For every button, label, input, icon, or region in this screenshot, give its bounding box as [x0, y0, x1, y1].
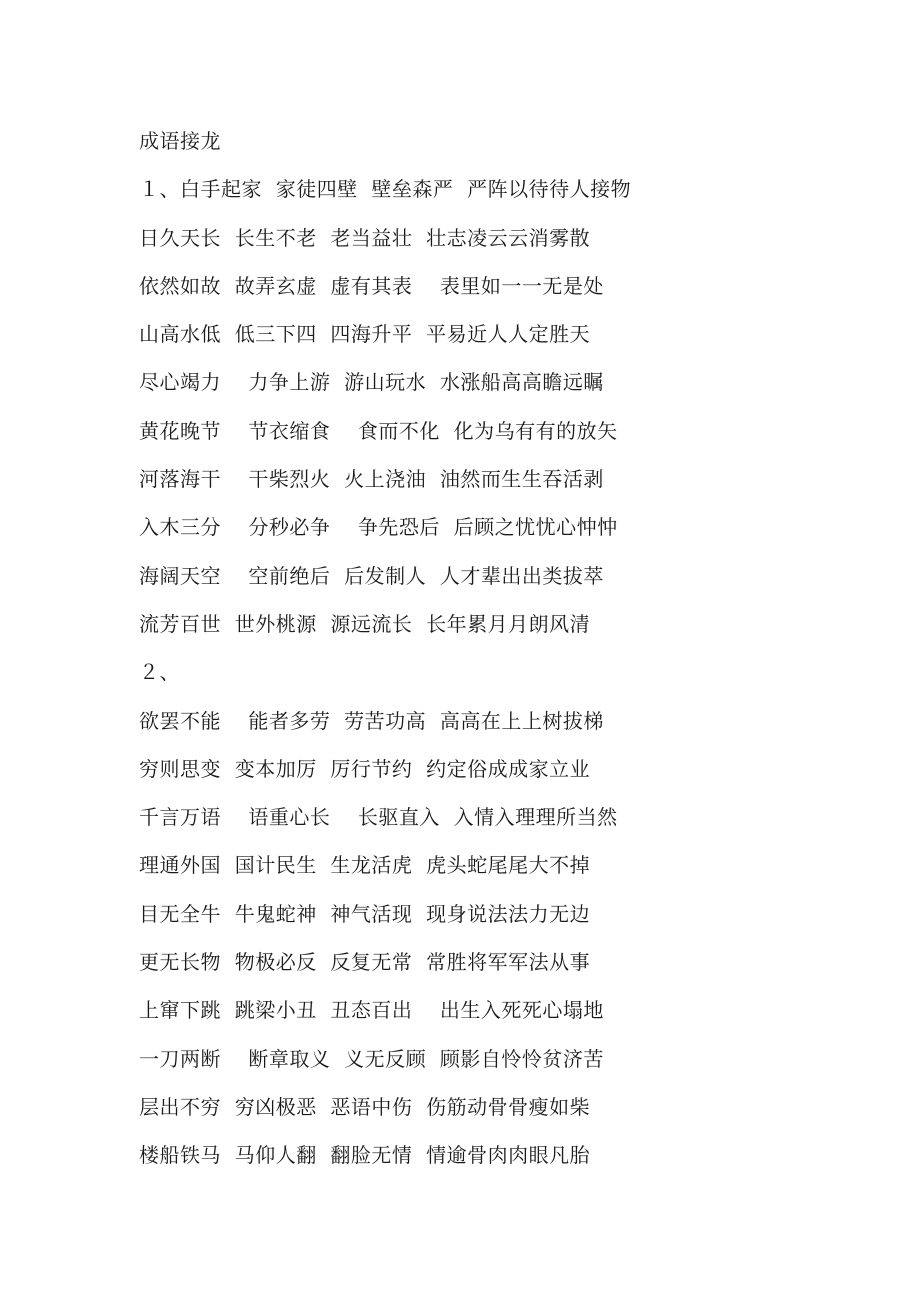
text-line: 层出不穷 穷凶极恶 恶语中伤 伤筋动骨骨瘦如柴: [139, 1094, 591, 1119]
section-number: ２、: [139, 660, 180, 685]
text-line: 黄花晚节 节衣缩食 食而不化 化为乌有有的放矢: [139, 418, 618, 443]
text-line: 海阔天空 空前绝后 后发制人 人才辈出出类拔萃: [139, 563, 604, 588]
text-line: 上窜下跳 跳梁小丑 丑态百出 出生入死死心塌地: [139, 998, 604, 1023]
text-line: １、白手起家 家徒四壁 壁垒森严 严阵以待待人接物: [139, 177, 632, 202]
text-line: 依然如故 故弄玄虚 虚有其表 表里如一一无是处: [139, 273, 604, 298]
text-line: 穷则思变 变本加厉 厉行节约 约定俗成成家立业: [139, 756, 591, 781]
document-title: 成语接龙: [139, 129, 221, 153]
text-line: 日久天长 长生不老 老当益壮 壮志凌云云消雾散: [139, 225, 591, 250]
text-line: 理通外国 国计民生 生龙活虎 虎头蛇尾尾大不掉: [139, 853, 591, 878]
text-line: 一刀两断 断章取义 义无反顾 顾影自怜怜贫济苦: [139, 1046, 604, 1071]
document-body: [139, 117, 859, 1180]
text-line: 尽心竭力 力争上游 游山玩水 水涨船高高瞻远瞩: [139, 370, 604, 395]
text-line: 入木三分 分秒必争 争先恐后 后顾之忧忧心忡忡: [139, 515, 618, 540]
text-line: 河落海干 干柴烈火 火上浇油 油然而生生吞活剥: [139, 467, 604, 492]
text-line: 流芳百世 世外桃源 源远流长 长年累月月朗风清: [139, 611, 591, 636]
text-line: 更无长物 物极必反 反复无常 常胜将军军法从事: [139, 950, 591, 975]
text-line: 楼船铁马 马仰人翻 翻脸无情 情逾骨肉肉眼凡胎: [139, 1143, 591, 1168]
text-line: 目无全牛 牛鬼蛇神 神气活现 现身说法法力无边: [139, 901, 591, 926]
text-line: 欲罢不能 能者多劳 劳苦功高 高高在上上树拔梯: [139, 708, 604, 733]
text-line: 山高水低 低三下四 四海升平 平易近人人定胜天: [139, 322, 591, 347]
text-line: 千言万语 语重心长 长驱直入 入情入理理所当然: [139, 805, 618, 830]
